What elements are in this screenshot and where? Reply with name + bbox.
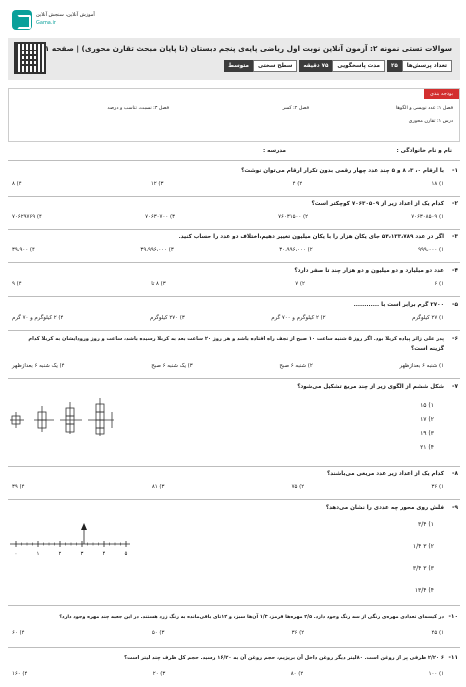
question-number: ۶-: [452, 336, 458, 342]
stat-question-count: [387, 60, 452, 72]
option-4[interactable]: ۴) ۳۹: [12, 484, 25, 490]
brand-logo: [10, 8, 95, 32]
question-number: ۹-: [452, 505, 458, 511]
number-line-tick-label: ۳: [80, 551, 84, 557]
question-text: شکل ششم از الگوی زیر از چند مربع تشکیل می‌شود؟: [297, 384, 444, 390]
options: [12, 671, 444, 677]
divider: [8, 196, 460, 197]
question-number: ۱۰-: [448, 614, 458, 620]
divider: [8, 262, 460, 263]
topic-lesson: درس ۱: تقارن محوری: [408, 119, 453, 124]
option-1[interactable]: ۱) ۹۹۹،۰۰۰: [418, 247, 444, 253]
question-number: ۴-: [452, 268, 458, 274]
option-3[interactable]: ۳) ۷۰۶۳۰۷۰۰: [145, 214, 175, 220]
question-number: ۵-: [452, 302, 458, 308]
number-line-tick-label: ۵: [124, 551, 128, 557]
divider: [8, 499, 460, 500]
options: [12, 315, 444, 321]
option-1[interactable]: ۱) ۱۰۰: [428, 671, 444, 677]
question-10: [6, 614, 458, 644]
option-3[interactable]: ۳) ۱۹: [420, 430, 434, 437]
stat-label: مدت پاسخگویی: [332, 60, 385, 72]
question-text: کدام یک از اعداد زیر از ۷۰۶۳۰۵۰۹ کوچکتر است؟: [311, 201, 444, 207]
number-line-tick-label: ۱: [36, 551, 40, 557]
option-2[interactable]: ۲) ۲ کیلوگرم و ۷۰۰ گرم: [271, 315, 326, 321]
option-1[interactable]: ۱) شنبه ۶ بعدازظهر: [399, 363, 444, 369]
stat-value: ۷۵ دقیقه: [299, 60, 332, 72]
options: [12, 363, 444, 369]
option-2[interactable]: ۲) ۳۰،۹۹۶،۰۰۰: [279, 247, 313, 253]
gama-logo-icon: [12, 10, 32, 30]
square-pattern-figure: [10, 398, 130, 436]
options: [12, 630, 444, 636]
question-text: ۶ ۲/۲۰ ظرفی پر از روغن است. ۸۰لیتر دیگر روغن داخل آن بریزیم، حجم روغن آن به ۱۶/۲۰ رسید. حجم کل ظرف چند لیتر است؟: [124, 655, 444, 661]
options: [420, 402, 434, 458]
option-3[interactable]: ۳) ۵۰: [151, 630, 165, 636]
option-2[interactable]: ۲) ۳۶: [291, 630, 305, 636]
question-text: در کیسه‌ای تعدادی مهره‌ی رنگی از سه رنگ وجود دارد. ۲/۵ مهره‌ها قرمز، ۱/۳ آن‌ها سبز، و ۱۲تای باقی‌مانده به رنگ زرد هستند. در این جعبه چند مهره وجود دارد؟: [59, 614, 444, 620]
option-1[interactable]: ۱) ۱۵: [420, 402, 434, 409]
question-8: [6, 471, 458, 497]
number-line-tick-label: ۲: [58, 551, 62, 557]
option-2[interactable]: ۲) ۷: [295, 281, 305, 287]
option-2[interactable]: ۲) ۳ ۱/۴: [412, 543, 434, 550]
option-2[interactable]: ۲) ۷۶۰۳۱۵۰۰: [278, 214, 309, 220]
option-4[interactable]: ۴) ۱۳/۴: [414, 587, 434, 594]
number-line-figure: [8, 518, 138, 558]
option-3[interactable]: ۳) ۳ ۳/۴: [412, 565, 434, 572]
stat-difficulty: [224, 60, 297, 72]
option-1[interactable]: ۱) ۳۶: [431, 484, 444, 490]
question-text: اگر در عدد ۵۴،۱۳۳،۷۸۹ جای یکان هزار را با یکان میلیون تغییر دهیم،اختلاف دو عدد را حساب کنید.: [178, 234, 444, 240]
option-1[interactable]: ۱) ۱۸: [431, 181, 444, 187]
question-number: ۱-: [452, 168, 458, 174]
question-text: فلش روی محور چه عددی را نشان می‌دهد؟: [325, 505, 444, 511]
option-1[interactable]: ۱) ۷۰۶۳۰۸۵۰۹: [411, 214, 444, 220]
option-2[interactable]: ۲) ۴: [292, 181, 303, 187]
divider: [8, 647, 460, 648]
options: [12, 484, 444, 490]
question-number: ۷-: [452, 384, 458, 390]
options: [413, 521, 434, 609]
option-2[interactable]: ۲) ۱۷: [420, 416, 434, 423]
option-4[interactable]: ۴) ۸: [12, 181, 22, 187]
divider: [8, 378, 460, 379]
stat-label: تعداد پرسش‌ها: [402, 60, 452, 72]
number-line-tick-label: ۴: [102, 551, 106, 557]
question-2: [6, 201, 458, 227]
stat-value: متوسط: [224, 60, 253, 72]
option-2[interactable]: ۲) شنبه ۶ صبح: [279, 363, 313, 369]
brand-name: آموزش آنلاین، سنجش آنلاین: [36, 12, 95, 18]
options: [12, 247, 444, 253]
qr-code-icon: [14, 42, 46, 74]
option-1[interactable]: ۱) ۳/۴: [418, 521, 434, 528]
question-3: [6, 234, 458, 260]
question-text: ۲۷۰۰ گرم برابر است با ............: [353, 302, 444, 308]
question-text: با ارقام ۰، ۳، ۸ و ۵ چند عدد چهار رقمی بدون تکرار ارقام می‌توان نوشت؟: [241, 168, 444, 174]
number-line-tick-label: ۰: [14, 551, 18, 557]
divider: [8, 229, 460, 230]
option-4[interactable]: ۴) ۷۰۶۲۹۷۶۹: [12, 214, 42, 220]
stat-label: سطح سختی: [253, 60, 297, 72]
option-3[interactable]: ۳) ۳۹،۹۹۶،۰۰۰: [140, 247, 174, 253]
option-4[interactable]: ۴) ۲۱: [420, 444, 434, 451]
question-number: ۸-: [452, 471, 458, 477]
stat-duration: [299, 60, 385, 72]
stat-value: ۲۵: [387, 60, 402, 72]
option-1[interactable]: ۱) ۶: [434, 281, 444, 287]
question-1: [6, 168, 458, 194]
option-4[interactable]: ۴) ۱۶۰: [12, 671, 28, 677]
question-text: پدر علی زائر پیاده کربلا بود. اگر روز ۵ شنبه ساعت ۱۰ صبح از نجف راه افتاده باشد و هر روز ۲۰ ساعت بعد به کربلا رسیده باشد، ساعت و روز ورودایشان به کربلا کدام: [28, 336, 444, 342]
brand-domain: Gama.ir: [36, 20, 56, 26]
divider: [8, 605, 460, 606]
divider: [8, 466, 460, 467]
divider: [8, 296, 460, 297]
divider: [8, 330, 460, 331]
budget-tag: بودجه بندی: [424, 89, 459, 99]
option-3[interactable]: ۳) ۸۱: [151, 484, 165, 490]
option-3[interactable]: ۳) ۱۲: [150, 181, 164, 187]
option-1[interactable]: ۱) ۲۷ کیلوگرم: [412, 315, 444, 321]
arrow-head-icon: [81, 523, 87, 530]
option-2[interactable]: ۲) ۷۵: [291, 484, 305, 490]
options: [12, 281, 444, 287]
exam-stats: [224, 60, 452, 72]
divider: [8, 160, 460, 161]
option-4[interactable]: ۴) ۲ کیلوگرم و ۷۰ گرم: [12, 315, 64, 321]
option-4[interactable]: ۴) ۹: [12, 281, 22, 287]
option-3[interactable]: ۳) ۸ تا: [151, 281, 166, 287]
option-4[interactable]: ۴) یک شنبه ۶ بعدازظهر: [12, 363, 65, 369]
exam-header: [8, 38, 460, 80]
exam-title: سوالات تستی نمونه ۲: آزمون آنلاین نوبت اول ریاضی پایه‌ی پنجم دبستان (تا پایان مبحث تقارن محوری) | صفحه ۱: [44, 44, 452, 53]
option-3[interactable]: ۳) ۲۰: [152, 671, 166, 677]
question-number: ۲-: [452, 201, 458, 207]
question-text: عدد دو میلیارد و دو میلیون و دو هزار چند تا صفر دارد؟: [294, 268, 444, 274]
option-3[interactable]: ۳) ۲۷۰ کیلوگرم: [149, 315, 185, 321]
option-1[interactable]: ۱) ۴۵: [431, 630, 444, 636]
topic-chapter-3: فصل ۳: نسبت، تناسب و درصد: [107, 106, 169, 111]
question-text-continued: گزینه است؟: [410, 346, 444, 352]
budget-box: [8, 88, 460, 142]
options: [12, 181, 444, 187]
question-number: ۱۱-: [448, 655, 458, 661]
question-number: ۳-: [452, 234, 458, 240]
topic-chapter-1: فصل ۱: عدد نویسی و الگوها: [395, 106, 453, 111]
options: [12, 214, 444, 220]
question-4: [6, 268, 458, 294]
student-name-label: نام و نام خانوادگی :: [396, 148, 452, 154]
school-label: مدرسه :: [263, 148, 286, 154]
question-11: [6, 655, 458, 685]
question-6: [6, 336, 458, 376]
option-4[interactable]: ۴) ۳۹،۹۰۰: [12, 247, 35, 253]
option-2[interactable]: ۲) ۸۰: [290, 671, 304, 677]
question-text: کدام یک از اعداد زیر عدد مربعی می‌باشند؟: [326, 471, 444, 477]
option-3[interactable]: ۳) یک شنبه ۶ صبح: [151, 363, 193, 369]
option-4[interactable]: ۴) ۶۰: [12, 630, 25, 636]
question-5: [6, 302, 458, 328]
topic-chapter-2: فصل ۲: کسر: [282, 106, 309, 111]
